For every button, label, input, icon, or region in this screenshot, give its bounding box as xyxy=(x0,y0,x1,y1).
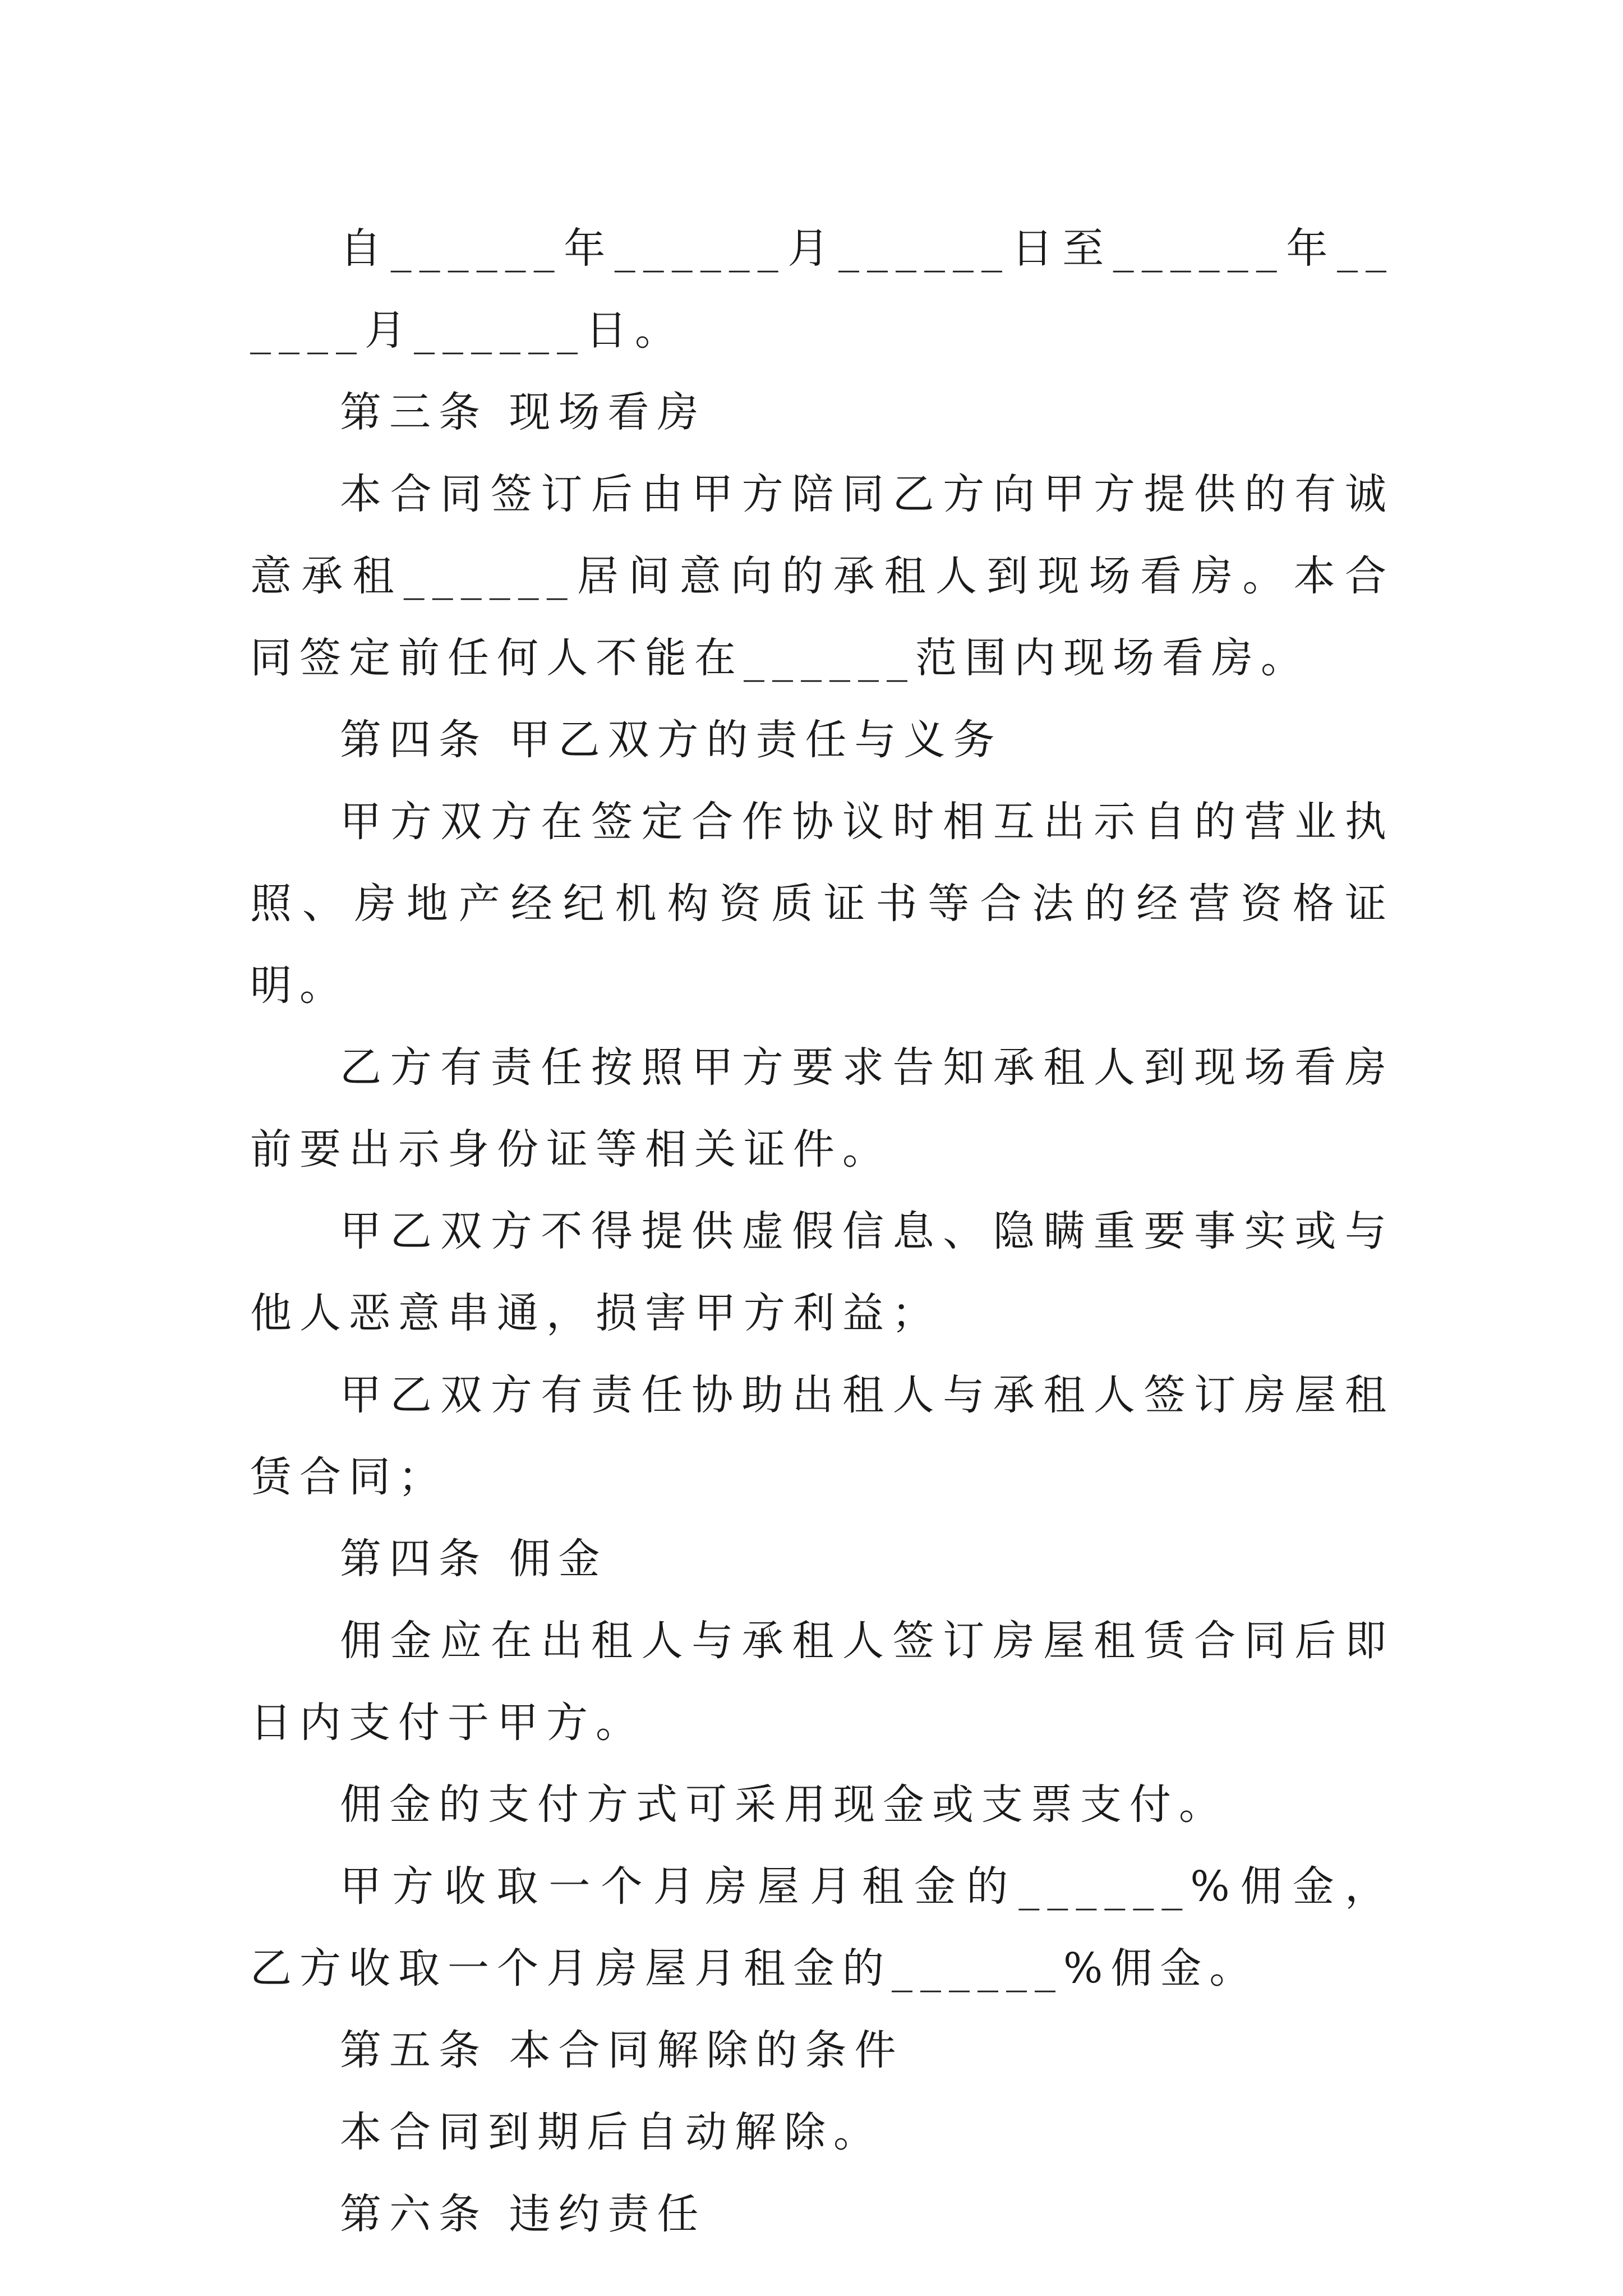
commission-clause-3: 甲方收取一个月房屋月租金的______%佣金，乙方收取一个月房屋月租金的______%佣金。 xyxy=(250,1862,1394,1993)
commission-heading: 第四条 佣金 xyxy=(340,1535,608,1583)
article-5-body: 本合同到期后自动解除。 xyxy=(340,2108,883,2156)
article-4-clause-4: 甲乙双方有责任协助出租人与承租人签订房屋租赁合同； xyxy=(250,1371,1394,1501)
commission-clause-2: 佣金的支付方式可采用现金或支票支付。 xyxy=(340,1780,1228,1829)
commission-clause-1: 佣金应在出租人与承租人签订房屋租赁合同后即日内支付于甲方。 xyxy=(250,1617,1394,1747)
article-4-clause-2: 乙方有责任按照甲方要求告知承租人到现场看房前要出示身份证等相关证件。 xyxy=(250,1043,1394,1174)
contract-body xyxy=(250,208,1394,2255)
article-5-heading: 第五条 本合同解除的条件 xyxy=(340,2026,904,2074)
article-3-body: 本合同签订后由甲方陪同乙方向甲方提供的有诚意承租______居间意向的承租人到现场看房。本合同签定前任何人不能在______范围内现场看房。 xyxy=(250,470,1394,682)
article-6-heading: 第六条 违约责任 xyxy=(340,2190,707,2238)
article-4-clause-3: 甲乙双方不得提供虚假信息、隐瞒重要事实或与他人恶意串通，损害甲方利益； xyxy=(250,1207,1394,1337)
article-3-heading: 第三条 现场看房 xyxy=(340,388,707,436)
article-4-heading: 第四条 甲乙双方的责任与义务 xyxy=(340,716,1003,764)
article-4-clause-1: 甲方双方在签定合作协议时相互出示自的营业执照、房地产经纪机构资质证书等合法的经营资格证明。 xyxy=(250,798,1394,1010)
term-period-paragraph: 自______年______月______日至______年______月______日。 xyxy=(250,224,1394,355)
